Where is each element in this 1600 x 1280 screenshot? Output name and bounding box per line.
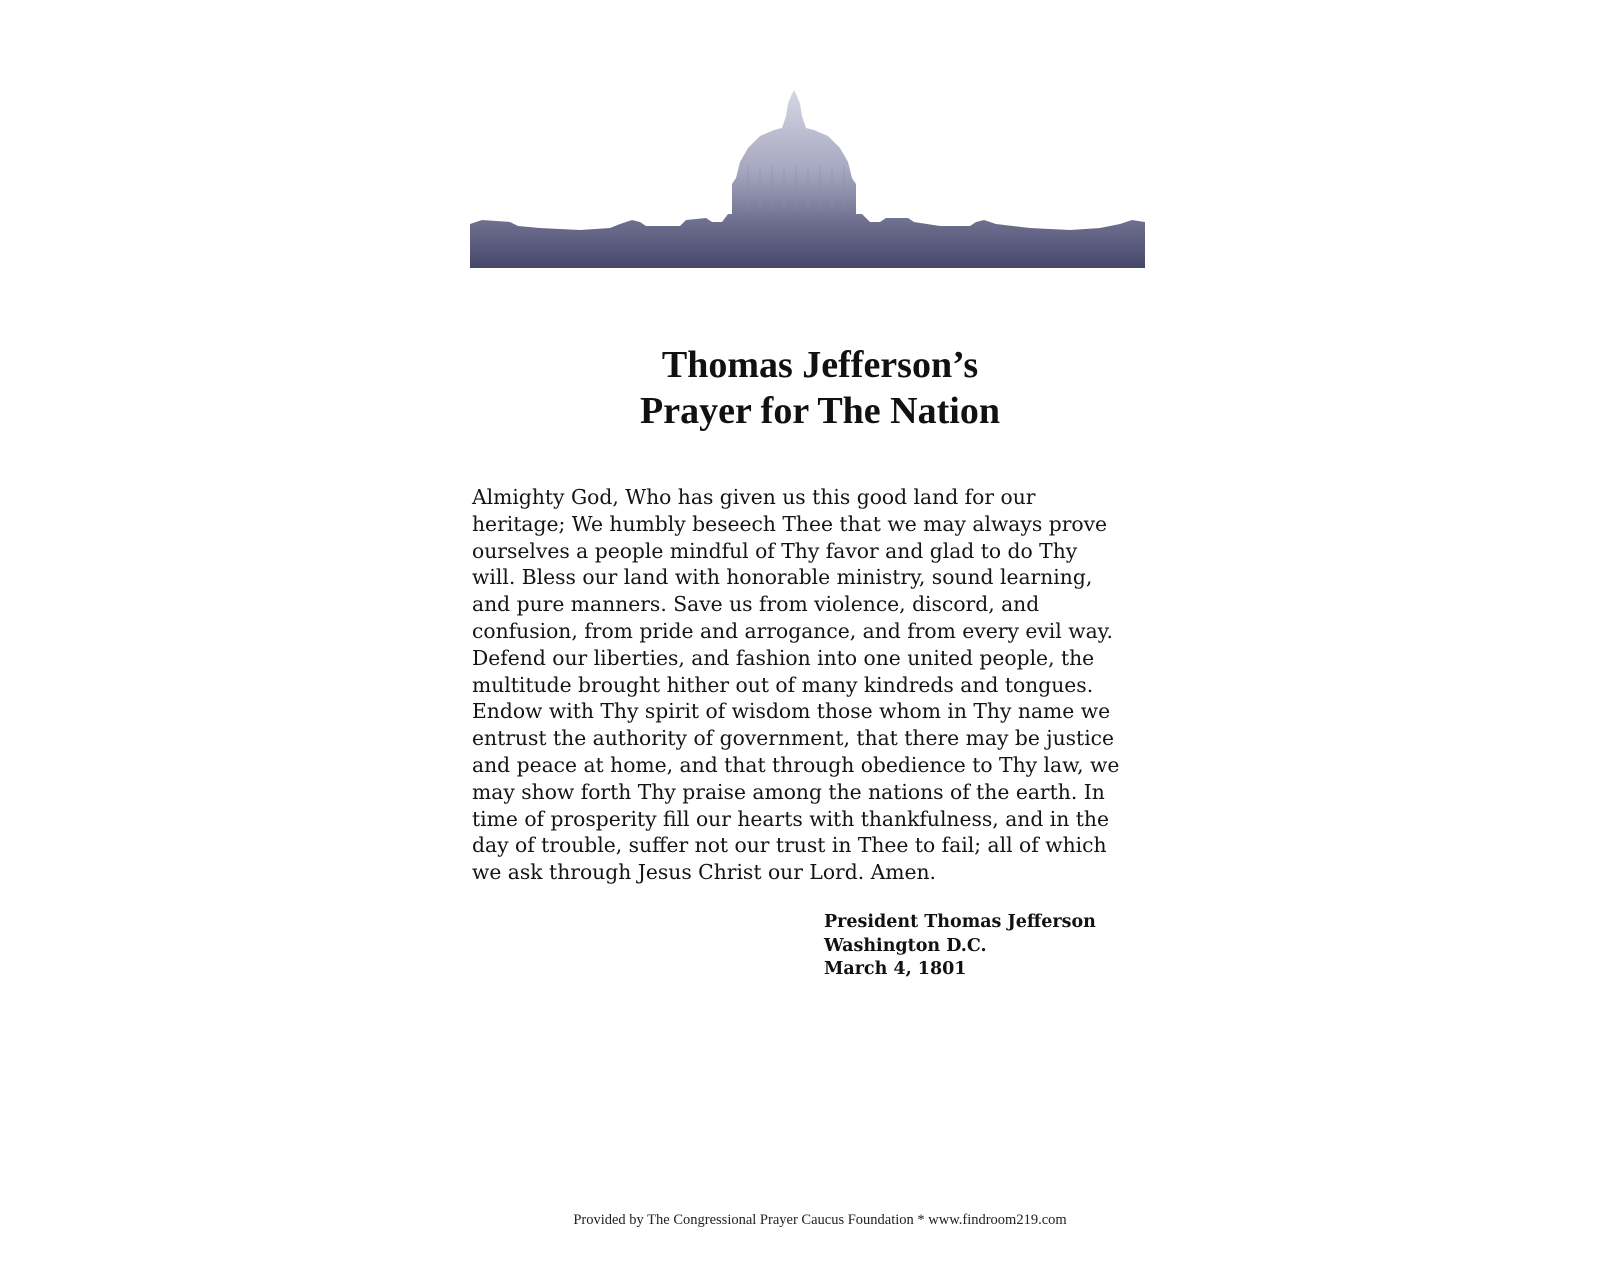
prayer-line: Defend our liberties, and fashion into one united people, the: [472, 645, 1095, 670]
document-title: [0, 342, 1600, 434]
prayer-line: and pure manners. Save us from violence, discord, and: [472, 592, 1040, 617]
signature-block: [824, 911, 1096, 982]
title-line-1: Thomas Jefferson’s: [661, 344, 979, 386]
signature-date: March 4, 1801: [824, 959, 967, 979]
prayer-text: [472, 484, 1172, 886]
prayer-line: confusion, from pride and arrogance, and from every evil way.: [472, 618, 1113, 643]
prayer-line: multitude brought hither out of many kindreds and tongues.: [472, 672, 1094, 697]
prayer-line: time of prosperity fill our hearts with thankfulness, and in the: [472, 806, 1109, 831]
signature-name: President Thomas Jefferson: [824, 912, 1096, 932]
prayer-line: Almighty God, Who has given us this good land for our: [472, 485, 1036, 509]
prayer-line: will. Bless our land with honorable ministry, sound learning,: [472, 565, 1093, 590]
capitol-building-image: [470, 86, 1145, 268]
prayer-line: day of trouble, suffer not our trust in Thee to fail; all of which: [472, 833, 1107, 858]
footer-credit: Provided by The Congressional Prayer Caucus Foundation * www.findroom219.com: [573, 1212, 1067, 1228]
prayer-line: we ask through Jesus Christ our Lord. Amen.: [472, 860, 936, 885]
prayer-line: Endow with Thy spirit of wisdom those whom in Thy name we: [472, 699, 1111, 724]
signature-place: Washington D.C.: [824, 935, 987, 956]
prayer-line: ourselves a people mindful of Thy favor and glad to do Thy: [472, 538, 1078, 563]
prayer-line: entrust the authority of government, that there may be justice: [472, 726, 1115, 751]
title-line-2: Prayer for The Nation: [640, 390, 1000, 432]
prayer-line: may show forth Thy praise among the nations of the earth. In: [472, 779, 1105, 804]
prayer-line: heritage; We humbly beseech Thee that we may always prove: [472, 511, 1108, 536]
prayer-line: and peace at home, and that through obedience to Thy law, we: [472, 752, 1120, 777]
